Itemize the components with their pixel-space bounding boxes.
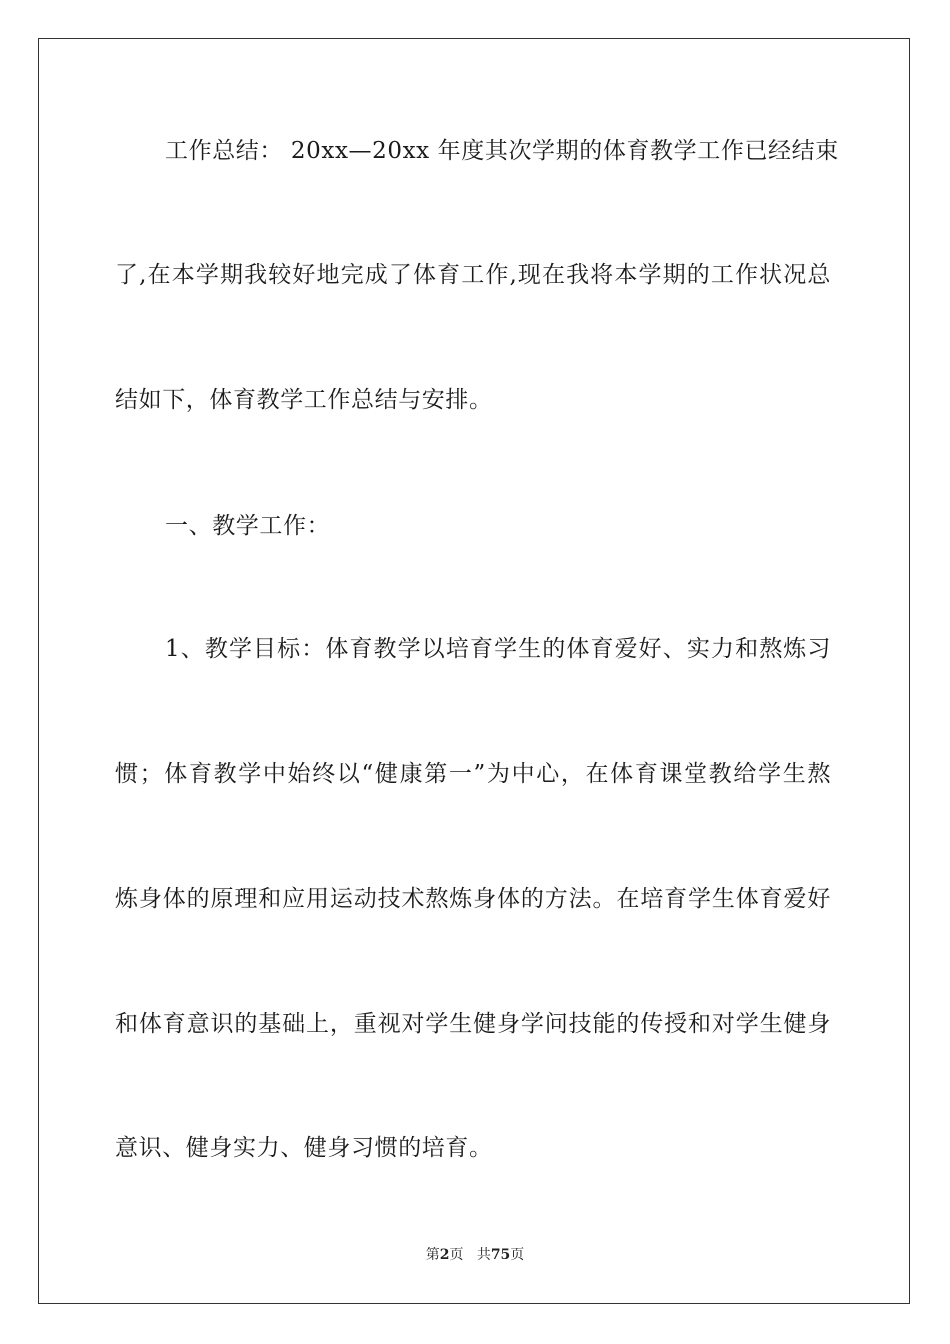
page-border — [38, 38, 910, 1304]
paragraph-2-line-5: 意识、健身实力、健身习惯的培育。 — [115, 1135, 493, 1161]
footer-page-number: 2 — [439, 1247, 450, 1263]
page-footer — [0, 1246, 950, 1264]
paragraph-2-line-3: 炼身体的原理和应用运动技术熬炼身体的方法。在培育学生体育爱好 — [115, 886, 831, 912]
footer-total-pages: 75 — [490, 1247, 511, 1263]
paragraph-1-line-3: 结如下，体育教学工作总结与安排。 — [115, 387, 493, 413]
paragraph-2-line-1: 1、教学目标：体育教学以培育学生的体育爱好、实力和熬炼习 — [165, 636, 831, 662]
paragraph-1-line-1: 工作总结： 20xx—20xx 年度其次学期的体育教学工作已经结束 — [165, 138, 839, 164]
footer-page-prefix: 第 — [425, 1247, 440, 1263]
footer-total-suffix: 页 — [510, 1247, 525, 1263]
paragraph-1-line-2: 了,在本学期我较好地完成了体育工作,现在我将本学期的工作状况总 — [115, 262, 831, 288]
paragraph-2-line-2: 惯；体育教学中始终以“健康第一”为中心，在体育课堂教给学生熬 — [115, 761, 831, 787]
paragraph-2-line-4: 和体育意识的基础上，重视对学生健身学问技能的传授和对学生健身 — [115, 1011, 831, 1037]
footer-total-prefix: 共 — [476, 1247, 491, 1263]
section-heading-teaching-work: 一、教学工作： — [165, 513, 331, 539]
footer-page-suffix: 页 — [449, 1247, 464, 1263]
